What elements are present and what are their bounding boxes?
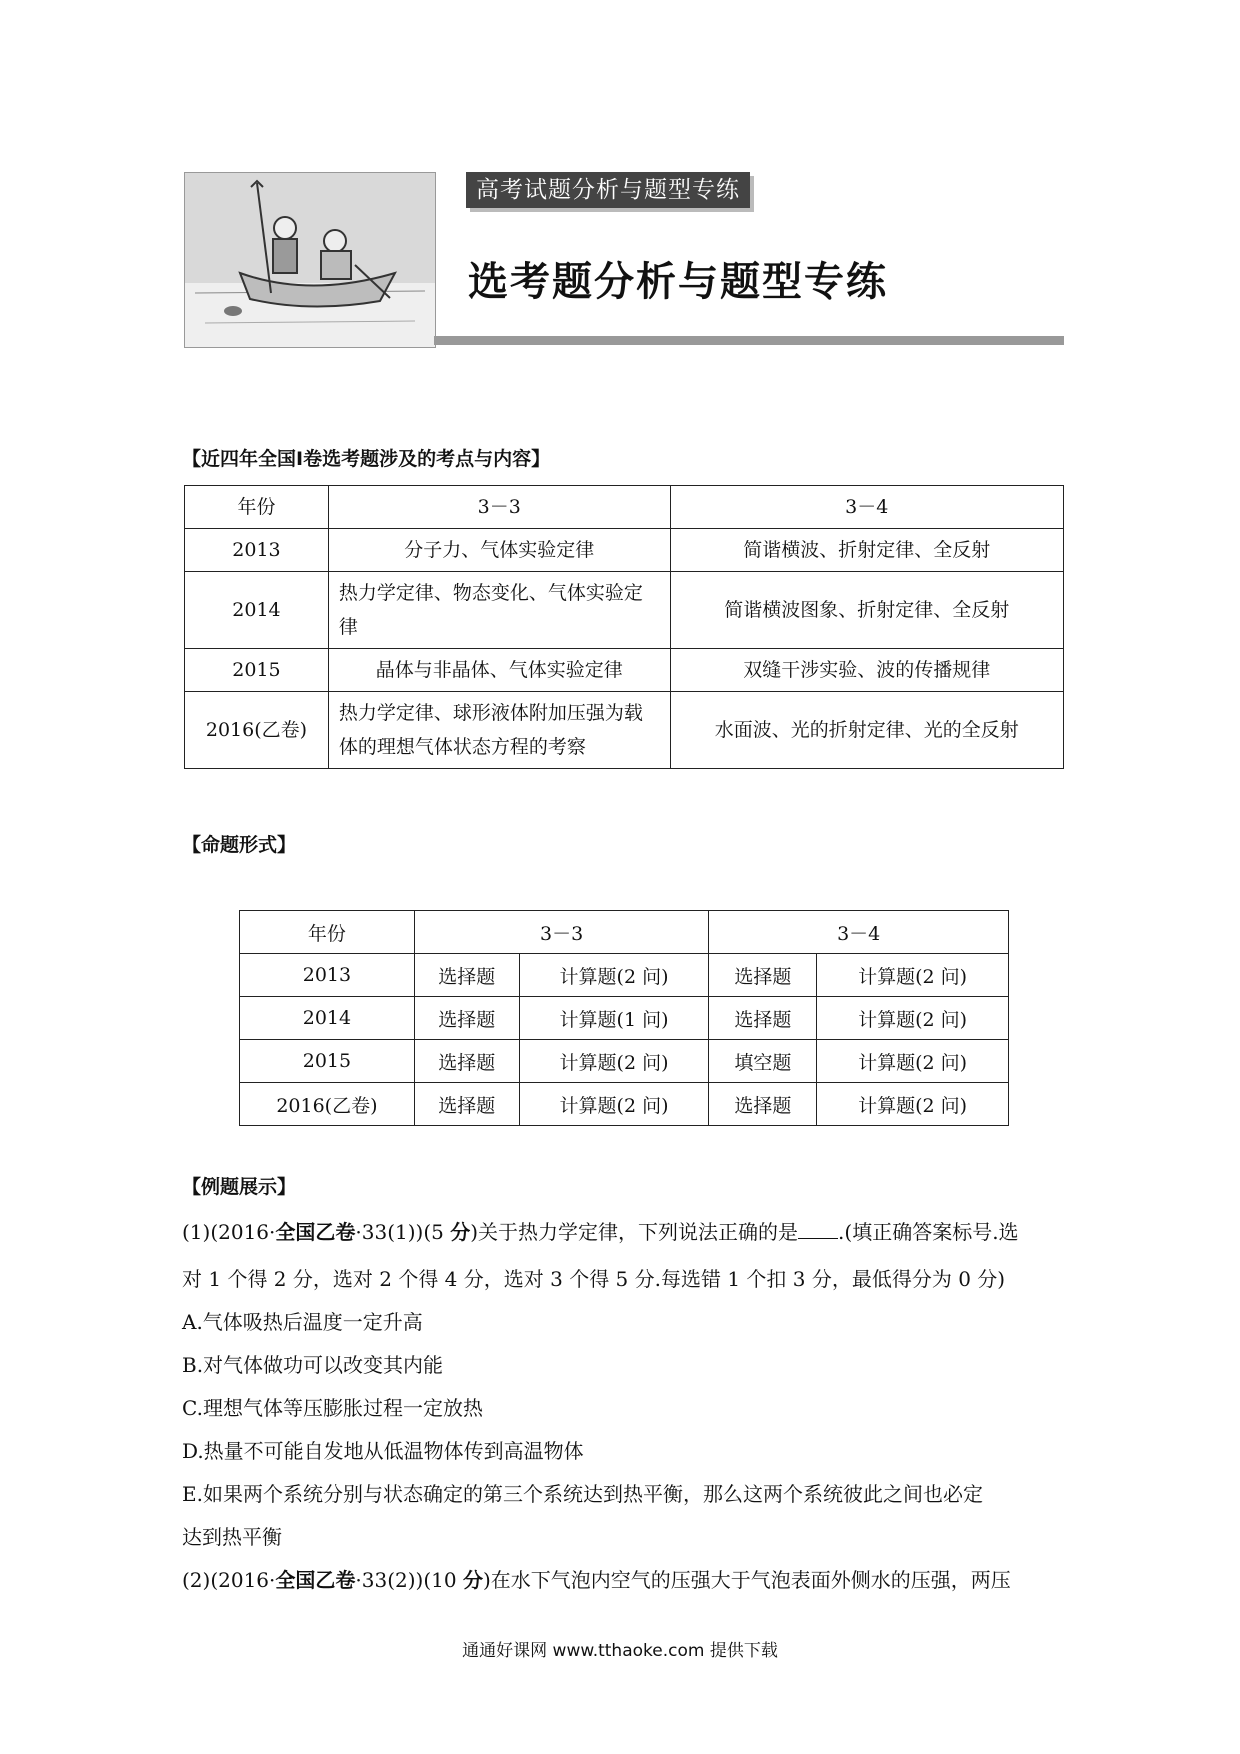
question-2-score-unit: 分 (462, 1568, 483, 1592)
table-header-cell: 年份 (240, 911, 415, 954)
question-1-prefix: (1)(2016· (182, 1220, 276, 1244)
series-tag: 高考试题分析与题型专练 (466, 172, 750, 208)
section-label-examples: 【例题展示】 (182, 1176, 297, 1198)
question-2-stem: )在水下气泡内空气的压强大于气泡表面外侧水的压强，两压 (482, 1568, 1011, 1592)
table-cell: 选择题 (709, 954, 817, 997)
table-cell: 2013 (185, 529, 329, 572)
table-cell: 选择题 (709, 1083, 817, 1126)
option-e: E.如果两个系统分别与状态确定的第三个系统达到热平衡，那么这两个系统彼此之间也必定 (182, 1482, 983, 1506)
question-2-line-1 (182, 1565, 1062, 1595)
table-row (240, 997, 1009, 1040)
section-label-format: 【命题形式】 (182, 834, 297, 856)
table-cell: 晶体与非晶体、气体实验定律 (328, 649, 670, 692)
question-1-line-2: 对 1 个得 2 分，选对 2 个得 4 分，选对 3 个得 5 分.每选错 1 个扣 3 分，最低得分为 0 分) (182, 1267, 1006, 1291)
table-cell: 计算题(2 问) (817, 1040, 1009, 1083)
table-header-row (185, 486, 1064, 529)
table-cell: 热力学定律、球形液体附加压强为载体的理想气体状态方程的考察 (328, 692, 670, 769)
page-footer: 通通好课网 www.tthaoke.com 提供下载 (462, 1641, 778, 1661)
table-row (240, 1040, 1009, 1083)
table-cell: 简谐横波图象、折射定律、全反射 (670, 572, 1064, 649)
table-header-cell: 3－3 (414, 911, 709, 954)
page-title: 选考题分析与题型专练 (468, 259, 888, 305)
table-header-cell: 3－3 (328, 486, 670, 529)
table-cell: 2016(乙卷) (240, 1083, 415, 1126)
boat-illustration (184, 172, 436, 348)
format-table (239, 910, 1009, 1126)
table-cell: 热力学定律、物态变化、气体实验定律 (328, 572, 670, 649)
table-header-cell: 年份 (185, 486, 329, 529)
question-1-line-1 (182, 1217, 1062, 1247)
option-d: D.热量不可能自发地从低温物体传到高温物体 (182, 1439, 584, 1463)
table-cell: 计算题(2 问) (817, 954, 1009, 997)
question-1-stem: )关于热力学定律，下列说法正确的是 (470, 1220, 799, 1244)
header-underline (434, 336, 1064, 345)
table-row (185, 649, 1064, 692)
table-row (185, 529, 1064, 572)
answer-blank (798, 1218, 838, 1239)
question-2-mid: ·33(2))(10 (355, 1568, 463, 1592)
table-cell: 双缝干涉实验、波的传播规律 (670, 649, 1064, 692)
table-row (185, 692, 1064, 769)
table-cell: 选择题 (414, 997, 519, 1040)
table-header-cell: 3－4 (670, 486, 1064, 529)
question-2-source: 全国乙卷 (275, 1568, 356, 1592)
question-1-score-unit: 分 (450, 1220, 471, 1244)
table-cell: 水面波、光的折射定律、光的全反射 (670, 692, 1064, 769)
table-cell: 2015 (185, 649, 329, 692)
topics-table (184, 485, 1064, 769)
option-c: C.理想气体等压膨胀过程一定放热 (182, 1396, 483, 1420)
table-cell: 选择题 (414, 1040, 519, 1083)
table-row (185, 572, 1064, 649)
table-cell: 2016(乙卷) (185, 692, 329, 769)
table-header-cell: 3－4 (709, 911, 1009, 954)
question-1-mid: ·33(1))(5 (355, 1220, 451, 1244)
table-cell: 选择题 (414, 954, 519, 997)
table-cell: 简谐横波、折射定律、全反射 (670, 529, 1064, 572)
table-cell: 2014 (240, 997, 415, 1040)
table-cell: 2015 (240, 1040, 415, 1083)
table-row (240, 1083, 1009, 1126)
question-1-instructions: .(填正确答案标号.选 (838, 1220, 1019, 1244)
table-cell: 计算题(2 问) (817, 997, 1009, 1040)
option-e-continued: 达到热平衡 (182, 1525, 282, 1549)
table-cell: 计算题(2 问) (519, 1083, 709, 1126)
option-a: A.气体吸热后温度一定升高 (182, 1310, 423, 1334)
table-row (240, 954, 1009, 997)
table-cell: 计算题(2 问) (519, 954, 709, 997)
table-cell: 计算题(1 问) (519, 997, 709, 1040)
table-header-row (240, 911, 1009, 954)
table-cell: 分子力、气体实验定律 (328, 529, 670, 572)
table-cell: 2014 (185, 572, 329, 649)
table-cell: 计算题(2 问) (519, 1040, 709, 1083)
table-cell: 2013 (240, 954, 415, 997)
section-label-topics: 【近四年全国Ⅰ卷选考题涉及的考点与内容】 (182, 448, 551, 470)
table-cell: 选择题 (709, 997, 817, 1040)
table-cell: 选择题 (414, 1083, 519, 1126)
question-2-prefix: (2)(2016· (182, 1568, 276, 1592)
table-cell: 填空题 (709, 1040, 817, 1083)
chapter-header (184, 172, 1064, 348)
question-1-source: 全国乙卷 (275, 1220, 356, 1244)
table-cell: 计算题(2 问) (817, 1083, 1009, 1126)
option-b: B.对气体做功可以改变其内能 (182, 1353, 444, 1377)
